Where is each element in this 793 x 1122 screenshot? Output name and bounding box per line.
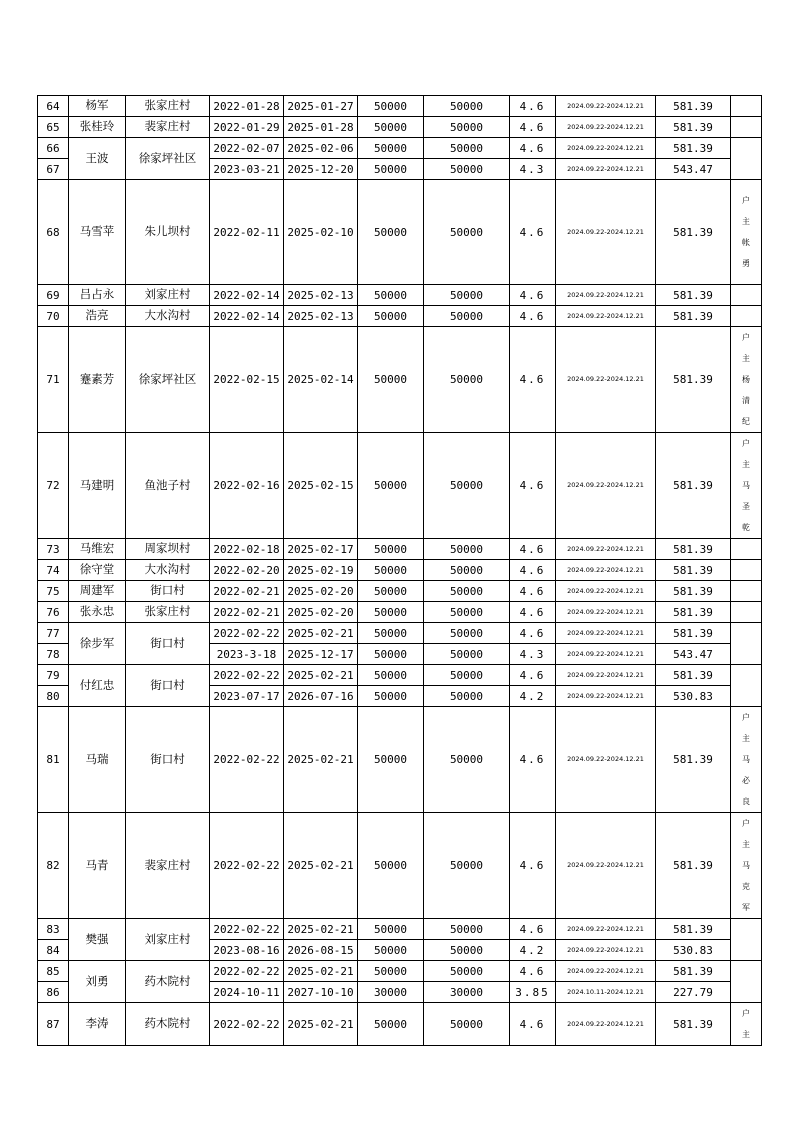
cell-balance: 50000: [424, 707, 510, 813]
cell-rate: 4.6: [510, 1003, 556, 1046]
note-char: 必: [742, 776, 750, 785]
cell-name: 徐步军: [69, 623, 126, 665]
note-char: 马: [742, 481, 750, 490]
cell-start-date: 2022-02-22: [210, 813, 284, 919]
cell-name: 蹇素芳: [69, 327, 126, 433]
cell-no: 87: [38, 1003, 69, 1046]
cell-village: 张家庄村: [126, 96, 210, 117]
cell-balance: 50000: [424, 327, 510, 433]
cell-balance: 50000: [424, 940, 510, 961]
cell-loan-amount: 50000: [358, 940, 424, 961]
cell-period: 2024.09.22-2024.12.21: [556, 138, 656, 159]
cell-loan-amount: 50000: [358, 686, 424, 707]
cell-loan-amount: 50000: [358, 117, 424, 138]
cell-no: 65: [38, 117, 69, 138]
cell-interest: 581.39: [656, 623, 731, 644]
cell-rate: 4.6: [510, 707, 556, 813]
cell-no: 71: [38, 327, 69, 433]
cell-village: 朱儿坝村: [126, 180, 210, 285]
cell-start-date: 2022-02-18: [210, 539, 284, 560]
cell-no: 64: [38, 96, 69, 117]
table-row: [38, 581, 762, 602]
cell-village: 徐家坪社区: [126, 327, 210, 433]
cell-interest: 581.39: [656, 180, 731, 285]
table-row: [38, 433, 762, 539]
cell-interest: 581.39: [656, 707, 731, 813]
cell-loan-amount: 50000: [358, 180, 424, 285]
cell-note: [731, 602, 762, 623]
cell-interest: 227.79: [656, 982, 731, 1003]
cell-note: [731, 539, 762, 560]
cell-balance: 50000: [424, 306, 510, 327]
table-row: [38, 306, 762, 327]
cell-end-date: 2025-02-21: [284, 1003, 358, 1046]
cell-no: 76: [38, 602, 69, 623]
cell-end-date: 2026-08-15: [284, 940, 358, 961]
cell-note: [731, 961, 762, 1003]
cell-balance: 30000: [424, 982, 510, 1003]
cell-balance: 50000: [424, 686, 510, 707]
cell-end-date: 2025-02-21: [284, 623, 358, 644]
cell-interest: 581.39: [656, 581, 731, 602]
cell-loan-amount: 50000: [358, 327, 424, 433]
cell-end-date: 2025-02-19: [284, 560, 358, 581]
note-char: 户: [742, 439, 750, 448]
cell-rate: 4.6: [510, 138, 556, 159]
cell-interest: 581.39: [656, 665, 731, 686]
cell-name: 王波: [69, 138, 126, 180]
cell-no: 66: [38, 138, 69, 159]
cell-name: 刘勇: [69, 961, 126, 1003]
cell-note: [731, 623, 762, 665]
cell-loan-amount: 50000: [358, 961, 424, 982]
cell-loan-amount: 50000: [358, 602, 424, 623]
cell-name: 樊强: [69, 919, 126, 961]
cell-balance: 50000: [424, 433, 510, 539]
cell-rate: 4.6: [510, 665, 556, 686]
cell-village: 大水沟村: [126, 306, 210, 327]
table-row: [38, 813, 762, 919]
cell-period: 2024.09.22-2024.12.21: [556, 602, 656, 623]
cell-period: 2024.09.22-2024.12.21: [556, 96, 656, 117]
cell-loan-amount: 50000: [358, 623, 424, 644]
note-char: 马: [742, 861, 750, 870]
cell-start-date: 2022-02-14: [210, 306, 284, 327]
cell-period: 2024.09.22-2024.12.21: [556, 644, 656, 665]
cell-rate: 4.6: [510, 539, 556, 560]
cell-period: 2024.09.22-2024.12.21: [556, 581, 656, 602]
cell-end-date: 2025-02-21: [284, 961, 358, 982]
cell-rate: 4.3: [510, 159, 556, 180]
cell-village: 街口村: [126, 707, 210, 813]
cell-rate: 4.2: [510, 940, 556, 961]
cell-interest: 581.39: [656, 117, 731, 138]
cell-no: 72: [38, 433, 69, 539]
cell-period: 2024.09.22-2024.12.21: [556, 433, 656, 539]
cell-rate: 4.6: [510, 180, 556, 285]
cell-start-date: 2024-10-11: [210, 982, 284, 1003]
cell-start-date: 2022-01-29: [210, 117, 284, 138]
cell-village: 鱼池子村: [126, 433, 210, 539]
cell-interest: 581.39: [656, 539, 731, 560]
cell-name: 付红忠: [69, 665, 126, 707]
cell-loan-amount: 50000: [358, 96, 424, 117]
cell-name: 马青: [69, 813, 126, 919]
note-char: 军: [742, 903, 750, 912]
cell-note: [731, 285, 762, 306]
cell-start-date: 2022-02-21: [210, 581, 284, 602]
cell-end-date: 2025-12-20: [284, 159, 358, 180]
cell-end-date: 2026-07-16: [284, 686, 358, 707]
cell-village: 药木院村: [126, 1003, 210, 1046]
cell-start-date: 2022-02-22: [210, 665, 284, 686]
cell-no: 86: [38, 982, 69, 1003]
cell-village: 徐家坪社区: [126, 138, 210, 180]
cell-no: 78: [38, 644, 69, 665]
loan-interest-table: [37, 95, 762, 1046]
cell-no: 69: [38, 285, 69, 306]
cell-period: 2024.09.22-2024.12.21: [556, 623, 656, 644]
cell-loan-amount: 50000: [358, 306, 424, 327]
cell-village: 裴家庄村: [126, 813, 210, 919]
cell-no: 79: [38, 665, 69, 686]
cell-start-date: 2022-02-07: [210, 138, 284, 159]
cell-period: 2024.09.22-2024.12.21: [556, 327, 656, 433]
cell-note: [731, 665, 762, 707]
note-char: 圣: [742, 502, 750, 511]
cell-balance: 50000: [424, 560, 510, 581]
cell-period: 2024.10.11-2024.12.21: [556, 982, 656, 1003]
cell-village: 刘家庄村: [126, 285, 210, 306]
cell-end-date: 2025-02-21: [284, 707, 358, 813]
note-char: 主: [742, 840, 750, 849]
cell-loan-amount: 50000: [358, 1003, 424, 1046]
cell-balance: 50000: [424, 138, 510, 159]
cell-start-date: 2022-02-16: [210, 433, 284, 539]
cell-rate: 4.6: [510, 433, 556, 539]
cell-rate: 4.6: [510, 306, 556, 327]
cell-end-date: 2025-02-13: [284, 285, 358, 306]
table-row: [38, 919, 762, 940]
cell-no: 81: [38, 707, 69, 813]
cell-no: 73: [38, 539, 69, 560]
cell-rate: 4.6: [510, 327, 556, 433]
cell-balance: 50000: [424, 919, 510, 940]
cell-period: 2024.09.22-2024.12.21: [556, 961, 656, 982]
cell-interest: 581.39: [656, 433, 731, 539]
cell-rate: 4.6: [510, 581, 556, 602]
cell-rate: 4.6: [510, 117, 556, 138]
cell-rate: 3.85: [510, 982, 556, 1003]
cell-no: 85: [38, 961, 69, 982]
cell-rate: 4.6: [510, 623, 556, 644]
cell-no: 84: [38, 940, 69, 961]
cell-period: 2024.09.22-2024.12.21: [556, 1003, 656, 1046]
cell-name: 周建军: [69, 581, 126, 602]
cell-start-date: 2022-01-28: [210, 96, 284, 117]
cell-end-date: 2025-02-15: [284, 433, 358, 539]
cell-village: 街口村: [126, 623, 210, 665]
cell-period: 2024.09.22-2024.12.21: [556, 813, 656, 919]
cell-period: 2024.09.22-2024.12.21: [556, 560, 656, 581]
table-row: [38, 138, 762, 159]
cell-loan-amount: 30000: [358, 982, 424, 1003]
cell-end-date: 2025-12-17: [284, 644, 358, 665]
cell-end-date: 2025-02-10: [284, 180, 358, 285]
cell-note: [731, 306, 762, 327]
cell-balance: 50000: [424, 602, 510, 623]
cell-interest: 543.47: [656, 644, 731, 665]
cell-rate: 4.6: [510, 961, 556, 982]
cell-start-date: 2022-02-21: [210, 602, 284, 623]
cell-end-date: 2025-02-20: [284, 581, 358, 602]
cell-period: 2024.09.22-2024.12.21: [556, 285, 656, 306]
cell-rate: 4.6: [510, 96, 556, 117]
cell-interest: 581.39: [656, 138, 731, 159]
table-row: [38, 961, 762, 982]
cell-rate: 4.6: [510, 919, 556, 940]
cell-name: 马瑞: [69, 707, 126, 813]
cell-balance: 50000: [424, 644, 510, 665]
cell-start-date: 2023-03-21: [210, 159, 284, 180]
cell-loan-amount: 50000: [358, 919, 424, 940]
cell-no: 77: [38, 623, 69, 644]
cell-rate: 4.6: [510, 813, 556, 919]
cell-no: 68: [38, 180, 69, 285]
cell-interest: 581.39: [656, 306, 731, 327]
cell-name: 杨军: [69, 96, 126, 117]
cell-no: 83: [38, 919, 69, 940]
cell-period: 2024.09.22-2024.12.21: [556, 539, 656, 560]
cell-interest: 581.39: [656, 285, 731, 306]
note-char: 杨: [742, 375, 750, 384]
cell-name: 马雪苹: [69, 180, 126, 285]
cell-start-date: 2023-07-17: [210, 686, 284, 707]
cell-start-date: 2023-3-18: [210, 644, 284, 665]
cell-no: 70: [38, 306, 69, 327]
cell-start-date: 2022-02-15: [210, 327, 284, 433]
cell-balance: 50000: [424, 96, 510, 117]
cell-rate: 4.3: [510, 644, 556, 665]
note-char: 良: [742, 797, 750, 806]
cell-interest: 543.47: [656, 159, 731, 180]
cell-start-date: 2023-08-16: [210, 940, 284, 961]
cell-loan-amount: 50000: [358, 665, 424, 686]
table-row: [38, 560, 762, 581]
note-char: 乾: [742, 523, 750, 532]
cell-note: [731, 560, 762, 581]
cell-name: 张桂玲: [69, 117, 126, 138]
cell-village: 大水沟村: [126, 560, 210, 581]
note-char: 主: [742, 217, 750, 226]
cell-balance: 50000: [424, 1003, 510, 1046]
note-char: 主: [742, 354, 750, 363]
cell-village: 药木院村: [126, 961, 210, 1003]
cell-loan-amount: 50000: [358, 707, 424, 813]
cell-balance: 50000: [424, 539, 510, 560]
cell-start-date: 2022-02-11: [210, 180, 284, 285]
cell-end-date: 2025-02-21: [284, 813, 358, 919]
cell-no: 67: [38, 159, 69, 180]
cell-period: 2024.09.22-2024.12.21: [556, 117, 656, 138]
cell-end-date: 2025-02-06: [284, 138, 358, 159]
note-char: 主: [742, 460, 750, 469]
note-char: 克: [742, 882, 750, 891]
cell-period: 2024.09.22-2024.12.21: [556, 665, 656, 686]
cell-name: 张永忠: [69, 602, 126, 623]
cell-end-date: 2025-02-13: [284, 306, 358, 327]
cell-name: 马维宏: [69, 539, 126, 560]
table-row: [38, 539, 762, 560]
cell-no: 75: [38, 581, 69, 602]
cell-interest: 581.39: [656, 961, 731, 982]
cell-balance: 50000: [424, 180, 510, 285]
table-row: [38, 665, 762, 686]
cell-interest: 581.39: [656, 327, 731, 433]
cell-loan-amount: 50000: [358, 581, 424, 602]
cell-interest: 581.39: [656, 919, 731, 940]
table-row: [38, 327, 762, 433]
note-char: 户: [742, 196, 750, 205]
cell-end-date: 2025-02-17: [284, 539, 358, 560]
cell-note: [731, 138, 762, 180]
cell-name: 浩亮: [69, 306, 126, 327]
cell-note: [731, 919, 762, 961]
cell-balance: 50000: [424, 623, 510, 644]
cell-period: 2024.09.22-2024.12.21: [556, 180, 656, 285]
cell-interest: 581.39: [656, 1003, 731, 1046]
table-row: [38, 96, 762, 117]
note-char: 勇: [742, 259, 750, 268]
table-row: [38, 707, 762, 813]
note-char: 马: [742, 755, 750, 764]
cell-note: [731, 1003, 762, 1046]
cell-period: 2024.09.22-2024.12.21: [556, 940, 656, 961]
note-char: 主: [742, 734, 750, 743]
cell-balance: 50000: [424, 813, 510, 919]
cell-interest: 581.39: [656, 560, 731, 581]
cell-interest: 530.83: [656, 940, 731, 961]
cell-village: 周家坝村: [126, 539, 210, 560]
cell-name: 吕占永: [69, 285, 126, 306]
cell-balance: 50000: [424, 117, 510, 138]
cell-interest: 581.39: [656, 96, 731, 117]
cell-village: 街口村: [126, 581, 210, 602]
table-row: [38, 602, 762, 623]
cell-name: 马建明: [69, 433, 126, 539]
cell-village: 张家庄村: [126, 602, 210, 623]
cell-period: 2024.09.22-2024.12.21: [556, 686, 656, 707]
cell-name: 李涛: [69, 1003, 126, 1046]
cell-rate: 4.2: [510, 686, 556, 707]
cell-note: [731, 707, 762, 813]
cell-note: [731, 327, 762, 433]
table-row: [38, 117, 762, 138]
cell-interest: 530.83: [656, 686, 731, 707]
cell-end-date: 2025-01-28: [284, 117, 358, 138]
cell-period: 2024.09.22-2024.12.21: [556, 919, 656, 940]
cell-loan-amount: 50000: [358, 159, 424, 180]
note-char: 帐: [742, 238, 750, 247]
cell-end-date: 2025-02-20: [284, 602, 358, 623]
cell-period: 2024.09.22-2024.12.21: [556, 306, 656, 327]
cell-note: [731, 180, 762, 285]
cell-village: 刘家庄村: [126, 919, 210, 961]
cell-note: [731, 96, 762, 117]
cell-balance: 50000: [424, 581, 510, 602]
cell-loan-amount: 50000: [358, 539, 424, 560]
cell-start-date: 2022-02-22: [210, 707, 284, 813]
cell-period: 2024.09.22-2024.12.21: [556, 159, 656, 180]
cell-name: 徐守堂: [69, 560, 126, 581]
note-char: 户: [742, 333, 750, 342]
cell-balance: 50000: [424, 665, 510, 686]
cell-start-date: 2022-02-22: [210, 961, 284, 982]
table-row: [38, 1003, 762, 1046]
cell-start-date: 2022-02-22: [210, 1003, 284, 1046]
cell-no: 82: [38, 813, 69, 919]
cell-start-date: 2022-02-20: [210, 560, 284, 581]
cell-no: 74: [38, 560, 69, 581]
note-char: 户: [742, 713, 750, 722]
cell-note: [731, 581, 762, 602]
cell-note: [731, 117, 762, 138]
cell-loan-amount: 50000: [358, 285, 424, 306]
cell-loan-amount: 50000: [358, 813, 424, 919]
cell-end-date: 2025-01-27: [284, 96, 358, 117]
note-char: 户: [742, 819, 750, 828]
cell-start-date: 2022-02-14: [210, 285, 284, 306]
cell-end-date: 2027-10-10: [284, 982, 358, 1003]
cell-interest: 581.39: [656, 602, 731, 623]
cell-village: 街口村: [126, 665, 210, 707]
cell-no: 80: [38, 686, 69, 707]
cell-village: 裴家庄村: [126, 117, 210, 138]
cell-start-date: 2022-02-22: [210, 623, 284, 644]
cell-balance: 50000: [424, 285, 510, 306]
note-char: 纪: [742, 417, 750, 426]
note-char: 主: [742, 1030, 750, 1039]
table-row: [38, 180, 762, 285]
cell-end-date: 2025-02-21: [284, 665, 358, 686]
table-row: [38, 623, 762, 644]
cell-period: 2024.09.22-2024.12.21: [556, 707, 656, 813]
note-char: 清: [742, 396, 750, 405]
cell-loan-amount: 50000: [358, 560, 424, 581]
cell-note: [731, 433, 762, 539]
cell-balance: 50000: [424, 961, 510, 982]
cell-rate: 4.6: [510, 285, 556, 306]
cell-loan-amount: 50000: [358, 138, 424, 159]
cell-loan-amount: 50000: [358, 644, 424, 665]
cell-rate: 4.6: [510, 602, 556, 623]
cell-end-date: 2025-02-14: [284, 327, 358, 433]
cell-end-date: 2025-02-21: [284, 919, 358, 940]
cell-rate: 4.6: [510, 560, 556, 581]
cell-start-date: 2022-02-22: [210, 919, 284, 940]
table-row: [38, 285, 762, 306]
note-char: 户: [742, 1009, 750, 1018]
cell-loan-amount: 50000: [358, 433, 424, 539]
cell-interest: 581.39: [656, 813, 731, 919]
cell-balance: 50000: [424, 159, 510, 180]
cell-note: [731, 813, 762, 919]
